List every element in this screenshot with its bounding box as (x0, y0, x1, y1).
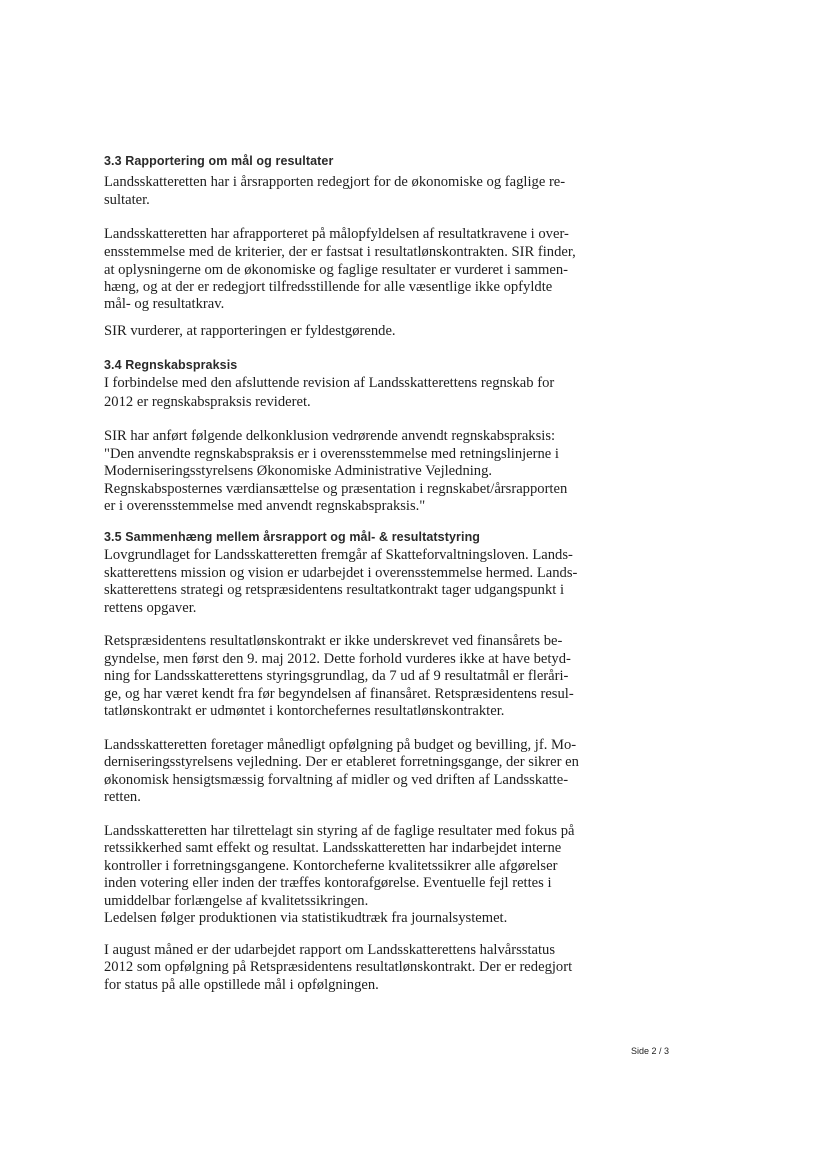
paragraph-line: er i overensstemmelse med anvendt regnskabspraksis." (104, 498, 426, 514)
paragraph-line: gyndelse, men først den 9. maj 2012. Dette forhold vurderes ikke at have betyd- (104, 651, 571, 667)
paragraph-line: 2012 som opfølgning på Retspræsidentens resultatlønskontrakt. Der er redegjort (104, 959, 573, 975)
paragraph-line: umiddelbar forlængelse af kvalitetssikringen. (104, 893, 369, 909)
paragraph-line: tatlønskontrakt er udmøntet i kontorchefernes resultatlønskontrakter. (104, 703, 505, 719)
paragraph-line: Landsskatteretten har tilrettelagt sin styring af de faglige resultater med fokus på (104, 823, 575, 839)
paragraph-line: ge, og har været kendt fra før begyndelsen af finansåret. Retspræsidentens resul- (104, 686, 574, 702)
paragraph-line: Retspræsidentens resultatlønskontrakt er ikke underskrevet ved finansårets be- (104, 633, 563, 649)
paragraph-line: Landsskatteretten har i årsrapporten redegjort for de økonomiske og faglige re- (104, 174, 566, 190)
paragraph-line: derniseringsstyrelsens vejledning. Der er etableret forretningsgange, der sikrer en (104, 754, 579, 770)
paragraph-line: rettens opgaver. (104, 600, 197, 616)
paragraph-line: at oplysningerne om de økonomiske og faglige resultater er vurderet i sammen- (104, 262, 569, 278)
paragraph-line: retten. (104, 789, 141, 805)
paragraph-line: Lovgrundlaget for Landsskatteretten fremgår af Skatteforvaltningsloven. Lands- (104, 547, 573, 563)
page-number: Side 2 / 3 (631, 1046, 670, 1056)
paragraph-line: skatterettens mission og vision er udarbejdet i overensstemmelse hermed. Lands- (104, 565, 578, 581)
paragraph-line: inden votering eller inden der træffes kontorafgørelse. Eventuelle fejl rettes i (104, 875, 552, 891)
paragraph-line: hæng, og at der er redegjort tilfredsstillende for alle væsentlige ikke opfyldte (104, 279, 553, 295)
paragraph-line: kontroller i forretningsgangene. Kontorcheferne kvalitetssikrer alle afgørelser (104, 858, 558, 874)
paragraph-line: Regnskabsposternes værdiansættelse og præsentation i regnskabet/årsrapporten (104, 481, 568, 497)
paragraph-line: retssikkerhed samt effekt og resultat. Landsskatteretten har indarbejdet interne (104, 840, 562, 856)
paragraph-line: Moderniseringsstyrelsens Økonomiske Administrative Vejledning. (104, 463, 493, 479)
paragraph-line: Ledelsen følger produktionen via statistikudtræk fra journalsystemet. (104, 910, 508, 926)
paragraph-line: SIR vurderer, at rapporteringen er fyldestgørende. (104, 323, 396, 339)
paragraph-line: "Den anvendte regnskabspraksis er i overensstemmelse med retningslinjerne i (104, 446, 559, 462)
paragraph-line: sultater. (104, 192, 150, 208)
paragraph-line: 2012 er regnskabspraksis revideret. (104, 394, 311, 410)
paragraph-line: ensstemmelse med de kriterier, der er fastsat i resultatlønskontrakten. SIR finder, (104, 244, 576, 260)
paragraph-line: Landsskatteretten foretager månedligt opfølgning på budget og bevilling, jf. Mo- (104, 737, 577, 753)
section-heading-3-5: 3.5 Sammenhæng mellem årsrapport og mål- & resultatstyring (104, 530, 481, 544)
paragraph-line: mål- og resultatkrav. (104, 296, 225, 312)
paragraph-line: I forbindelse med den afsluttende revision af Landsskatterettens regnskab for (104, 375, 555, 391)
paragraph-line: økonomisk hensigtsmæssig forvaltning af midler og ved driften af Landsskatte- (104, 772, 569, 788)
section-heading-3-3: 3.3 Rapportering om mål og resultater (104, 154, 334, 168)
paragraph-line: ning for Landsskatterettens styringsgrundlag, da 7 ud af 9 resultatmål er fleråri- (104, 668, 569, 684)
paragraph-line: skatterettens strategi og retspræsidentens resultatkontrakt tager udgangspunkt i (104, 582, 564, 598)
paragraph-line: Landsskatteretten har afrapporteret på målopfyldelsen af resultatkravene i over- (104, 226, 569, 242)
paragraph-line: SIR har anført følgende delkonklusion vedrørende anvendt regnskabspraksis: (104, 428, 556, 444)
section-heading-3-4: 3.4 Regnskabspraksis (104, 358, 238, 372)
paragraph-line: for status på alle opstillede mål i opfølgningen. (104, 977, 379, 993)
paragraph-line: I august måned er der udarbejdet rapport om Landsskatterettens halvårsstatus (104, 942, 556, 958)
